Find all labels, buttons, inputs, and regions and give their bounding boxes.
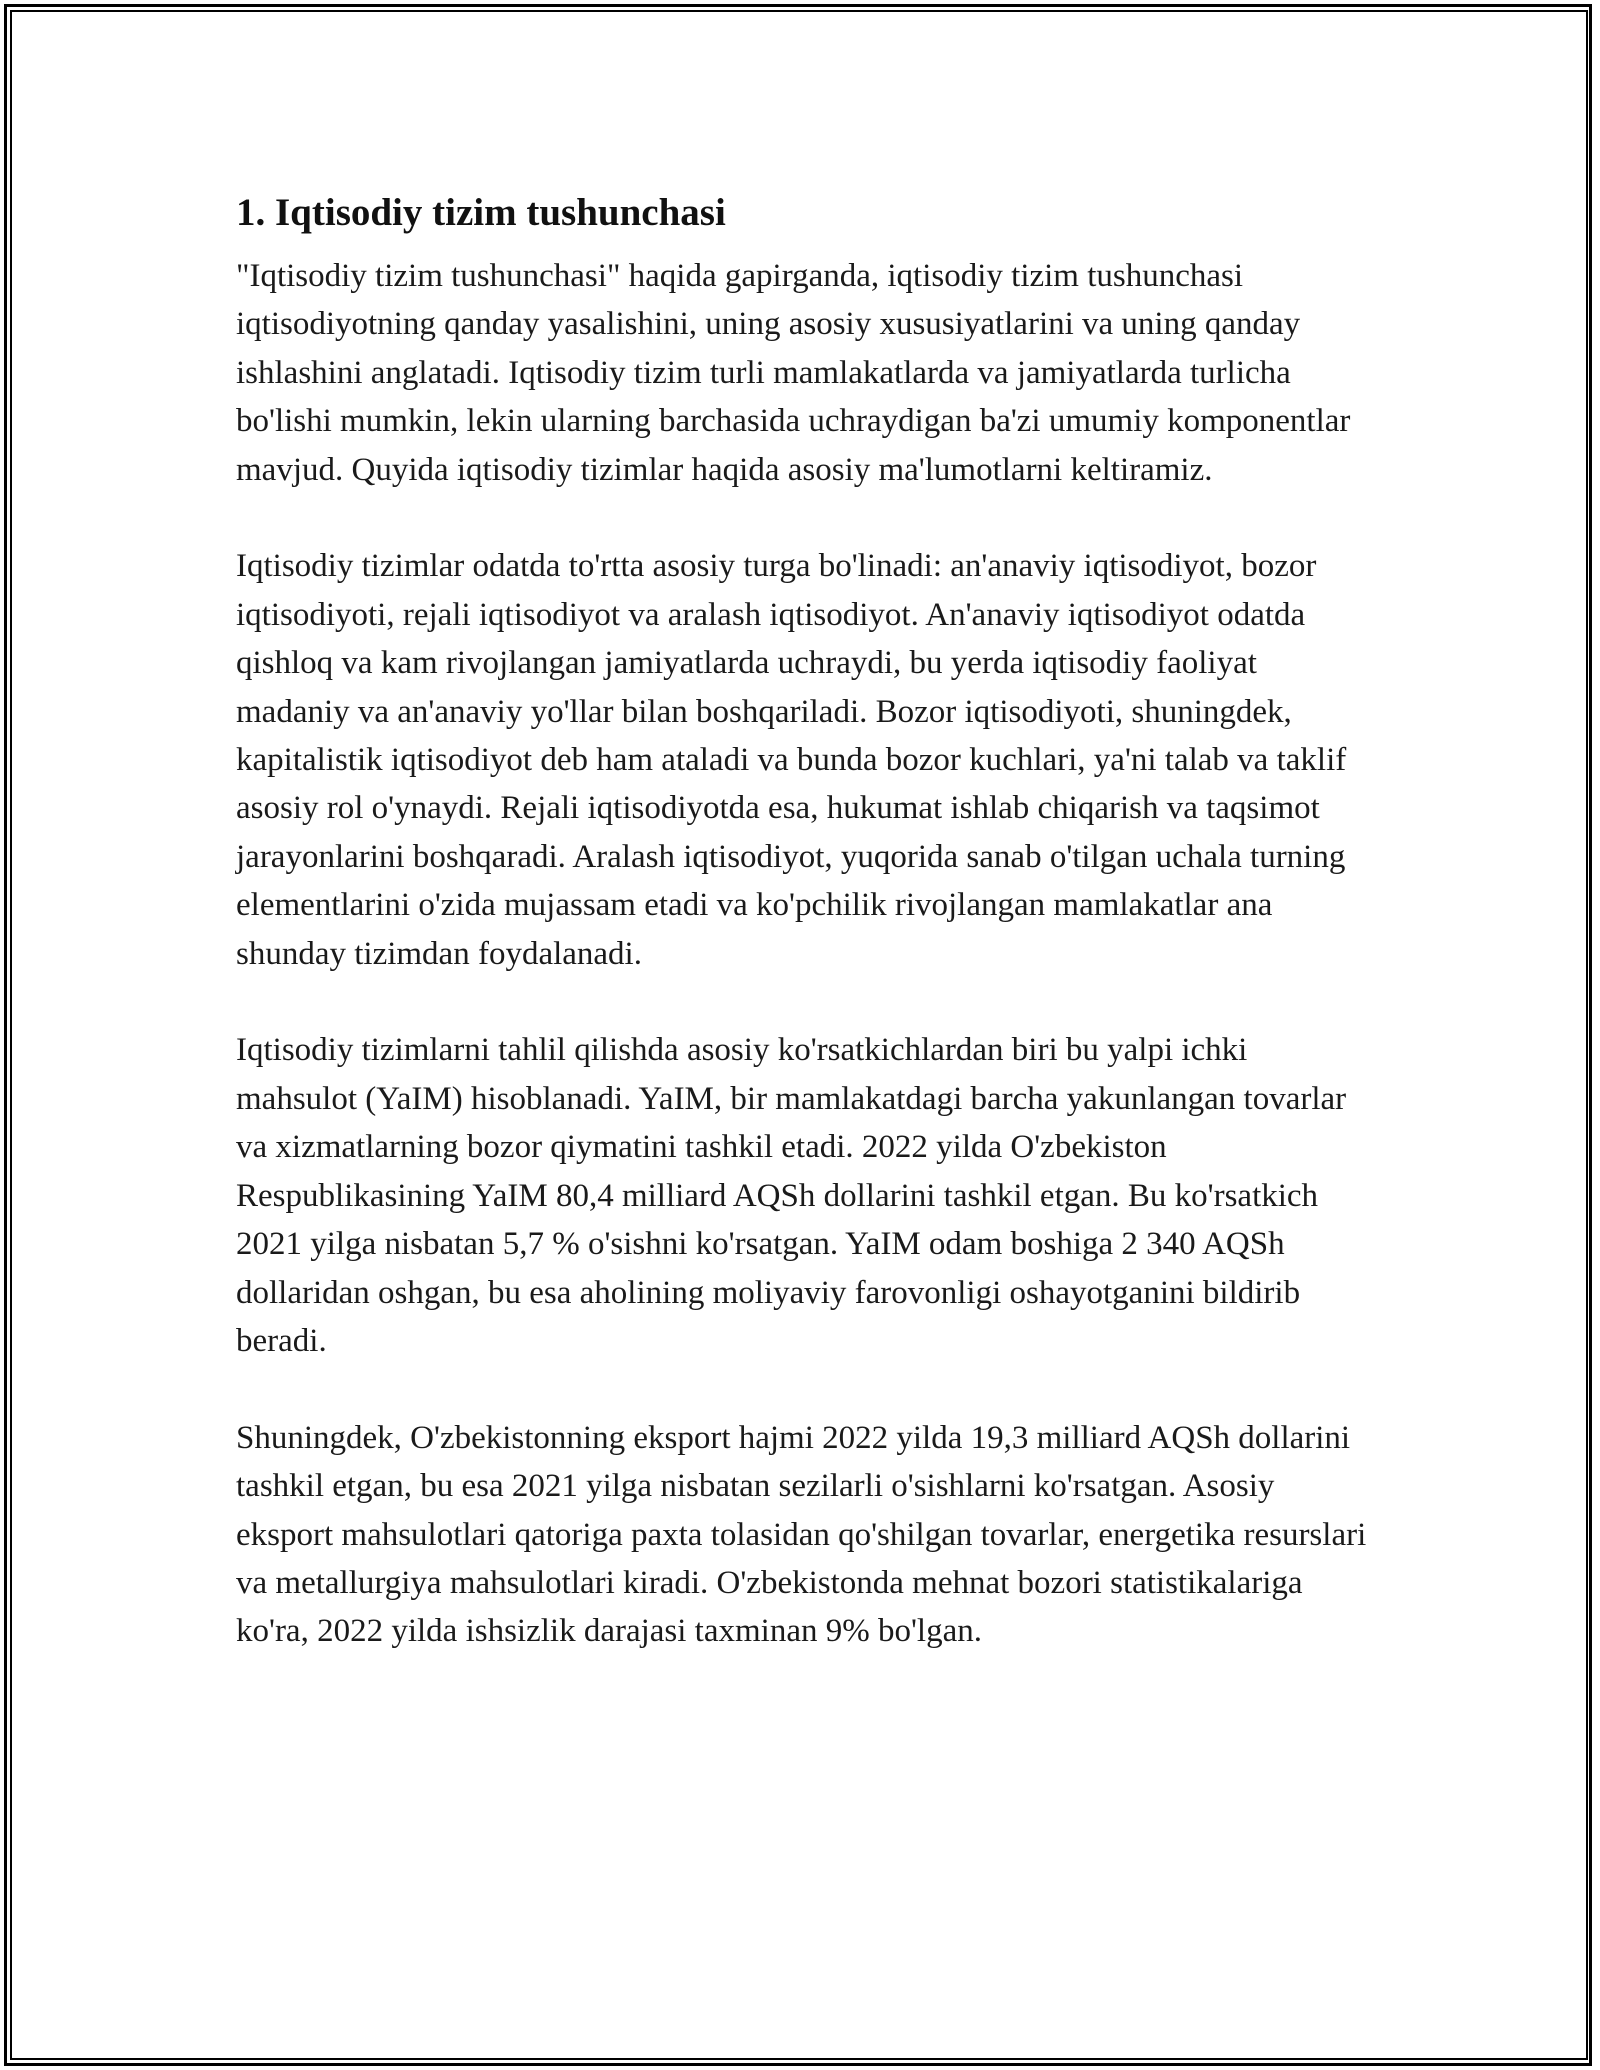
paragraph-economic-system-types: Iqtisodiy tizimlar odatda to'rtta asosiy turga bo'linadi: an'anaviy iqtisodiyot, bozor iqtisodiyoti, rejali iqtisodiyot va aralash iqtisodiyot. An'anaviy iqtisodiyot odatda qishloq va kam rivojlangan jamiyatlarda uchraydi, bu yerda iqtisodiy faoliyat madaniy va an'anaviy yo'llar bilan boshqariladi. Bozor iqtisodiyoti, shuningdek, kapitalistik iqtisodiyot deb ham ataladi va bunda bozor kuchlari, ya'ni talab va taklif asosiy rol o'ynaydi. Rejali iqtisodiyotda esa, hukumat ishlab chiqarish va taqsimot jarayonlarini boshqaradi. Aralash iqtisodiyot, yuqorida sanab o'tilgan uchala turning elementlarini o'zida mujassam etadi va ko'pchilik rivojlangan mamlakatlar ana shunday tizimdan foydalanadi. <box>236 548 1347 972</box>
section-heading: 1. Iqtisodiy tizim tushunchasi <box>236 191 726 234</box>
paragraph-intro: "Iqtisodiy tizim tushunchasi" haqida gapirganda, iqtisodiy tizim tushunchasi iqtisodiyotning qanday yasalishini, uning asosiy xususiyatlarini va uning qanday ishlashini anglatadi. Iqtisodiy tizim turli mamlakatlarda va jamiyatlarda turlicha bo'lishi mumkin, lekin ularning barchasida uchraydigan ba'zi umumiy komponentlar mavjud. Quyida iqtisodiy tizimlar haqida asosiy ma'lumotlarni keltiramiz. <box>236 258 1351 488</box>
paragraph-exports-employment: Shuningdek, O'zbekistonning eksport hajmi 2022 yilda 19,3 milliard AQSh dollarini tashkil etgan, bu esa 2021 yilga nisbatan sezilarli o'sishlarni ko'rsatgan. Asosiy eksport mahsulotlari qatoriga paxta tolasidan qo'shilgan tovarlar, energetika resurslari va metallurgiya mahsulotlari kiradi. O'zbekistonda mehnat bozori statistikalariga ko'ra, 2022 yilda ishsizlik darajasi taxminan 9% bo'lgan. <box>236 1419 1367 1650</box>
document-body <box>236 188 1376 1704</box>
paragraph-gdp: Iqtisodiy tizimlarni tahlil qilishda asosiy ko'rsatkichlardan biri bu yalpi ichki mahsulot (YaIM) hisoblanadi. YaIM, bir mamlakatdagi barcha yakunlangan tovarlar va xizmatlarning bozor qiymatini tashkil etadi. 2022 yilda O'zbekiston Respublikasining YaIM 80,4 milliard AQSh dollarini tashkil etgan. Bu ko'rsatkich 2021 yilga nisbatan 5,7 % o'sishni ko'rsatgan. YaIM odam boshiga 2 340 AQSh dollaridan oshgan, bu esa aholining moliyaviy farovonligi oshayotganini bildirib beradi. <box>236 1032 1347 1359</box>
